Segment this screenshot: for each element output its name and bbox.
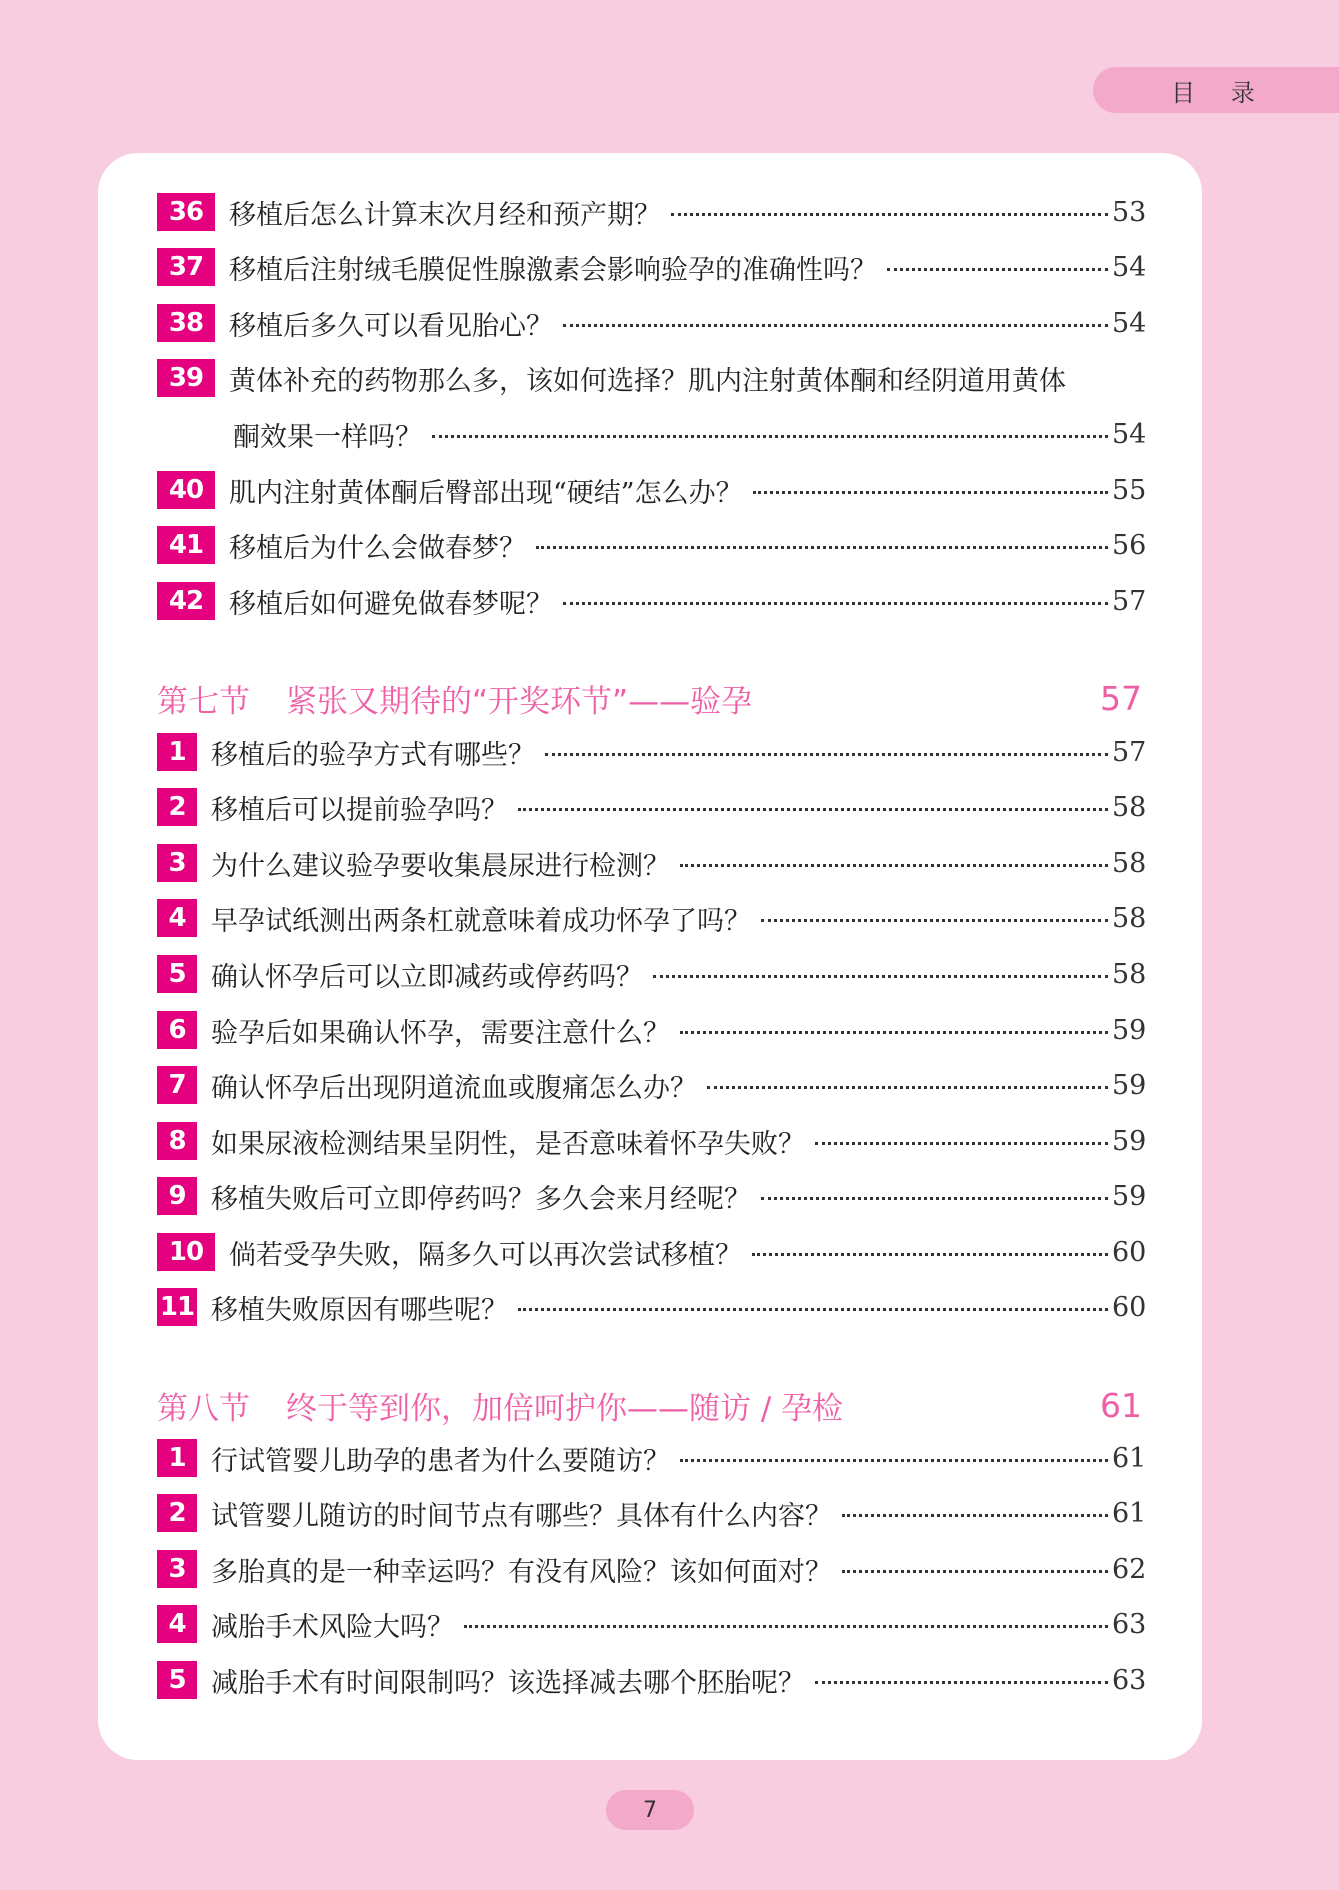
entry-number-badge: 3	[157, 844, 197, 882]
leader-dots	[563, 602, 1108, 605]
entry-number-badge: 11	[157, 1288, 197, 1326]
leader-dots	[680, 1031, 1108, 1034]
toc-entry[interactable]	[157, 525, 1147, 565]
entry-page: 60	[1112, 1291, 1147, 1323]
entry-number-badge: 7	[157, 1066, 197, 1104]
toc-entry[interactable]	[157, 1010, 1147, 1050]
leader-dots	[842, 1514, 1108, 1517]
entry-title: 移植后怎么计算末次月经和预产期？	[229, 199, 661, 231]
entry-title: 如果尿液检测结果呈阴性，是否意味着怀孕失败？	[211, 1128, 805, 1160]
entry-title: 移植后多久可以看见胎心？	[229, 310, 553, 342]
toc-entry[interactable]	[157, 898, 1147, 938]
leader-dots	[518, 808, 1108, 811]
toc-entry[interactable]	[157, 358, 1142, 398]
section-heading[interactable]	[157, 675, 1142, 721]
entry-number-badge: 5	[157, 955, 197, 993]
entry-page: 54	[1112, 307, 1147, 339]
entry-page: 61	[1112, 1497, 1147, 1529]
leader-dots	[753, 491, 1108, 494]
entry-title: 移植后可以提前验孕吗？	[211, 794, 508, 826]
entry-page: 55	[1112, 474, 1147, 506]
section-number: 第七节	[157, 683, 250, 720]
leader-dots	[815, 1681, 1108, 1684]
entry-number-badge: 2	[157, 788, 197, 826]
leader-dots	[752, 1253, 1108, 1256]
entry-title: 确认怀孕后出现阴道流血或腹痛怎么办？	[211, 1072, 697, 1104]
entry-page: 57	[1112, 736, 1147, 768]
toc-entry[interactable]	[157, 1549, 1147, 1589]
entry-number-badge: 4	[157, 1605, 197, 1643]
leader-dots	[761, 919, 1108, 922]
toc-entry[interactable]	[157, 1065, 1147, 1105]
entry-number-badge: 41	[157, 526, 215, 564]
entry-page: 59	[1112, 1180, 1147, 1212]
leader-dots	[707, 1086, 1108, 1089]
leader-dots	[518, 1308, 1108, 1311]
leader-dots	[653, 975, 1108, 978]
section-number: 第八节	[157, 1390, 250, 1427]
section-heading[interactable]	[157, 1382, 1142, 1428]
toc-entry[interactable]	[157, 787, 1147, 827]
entry-page: 54	[1112, 251, 1147, 283]
entry-number-badge: 5	[157, 1661, 197, 1699]
section-page: 57	[1100, 678, 1142, 718]
entry-page: 61	[1112, 1442, 1147, 1474]
page-number	[606, 1790, 694, 1830]
toc-entry[interactable]	[157, 581, 1147, 621]
leader-dots	[536, 546, 1108, 549]
entry-title: 黄体补充的药物那么多，该如何选择？肌内注射黄体酮和经阴道用黄体	[229, 365, 1066, 397]
toc-entry[interactable]	[157, 1493, 1147, 1533]
entry-page: 58	[1112, 791, 1147, 823]
entry-title-continued: 酮效果一样吗？	[233, 421, 422, 453]
toc-entry-continuation[interactable]	[233, 414, 1147, 454]
toc-entry[interactable]	[157, 303, 1147, 343]
section-title: 终于等到你，加倍呵护你——随访 / 孕检	[286, 1390, 844, 1427]
entry-number-badge: 36	[157, 193, 215, 231]
toc-entry[interactable]	[157, 1287, 1147, 1327]
entry-page: 63	[1112, 1608, 1147, 1640]
toc-entry[interactable]	[157, 1660, 1147, 1700]
entry-title: 为什么建议验孕要收集晨尿进行检测？	[211, 850, 670, 882]
leader-dots	[432, 435, 1108, 438]
entry-title: 肌内注射黄体酮后臀部出现“硬结”怎么办？	[229, 477, 743, 509]
entry-page: 62	[1112, 1553, 1147, 1585]
toc-tab-label: 目 录	[1171, 78, 1269, 107]
entry-title: 移植后为什么会做春梦？	[229, 532, 526, 564]
leader-dots	[671, 213, 1108, 216]
entry-title: 减胎手术有时间限制吗？该选择减去哪个胚胎呢？	[211, 1667, 805, 1699]
section-title: 紧张又期待的“开奖环节”——验孕	[286, 683, 753, 720]
toc-entry[interactable]	[157, 1438, 1147, 1478]
entry-page: 57	[1112, 585, 1147, 617]
entry-title: 移植后的验孕方式有哪些？	[211, 739, 535, 771]
toc-entry[interactable]	[157, 954, 1147, 994]
toc-entry[interactable]	[157, 1604, 1147, 1644]
entry-page: 56	[1112, 529, 1147, 561]
entry-page: 58	[1112, 958, 1147, 990]
entry-page: 59	[1112, 1125, 1147, 1157]
entry-number-badge: 10	[157, 1233, 215, 1271]
entry-page: 59	[1112, 1014, 1147, 1046]
entry-number-badge: 37	[157, 248, 215, 286]
entry-title: 移植失败后可立即停药吗？多久会来月经呢？	[211, 1183, 751, 1215]
entry-page: 59	[1112, 1069, 1147, 1101]
section-page: 61	[1100, 1385, 1142, 1425]
toc-entry[interactable]	[157, 192, 1147, 232]
leader-dots	[680, 1459, 1108, 1462]
entry-page: 58	[1112, 902, 1147, 934]
toc-entry[interactable]	[157, 843, 1147, 883]
leader-dots	[680, 864, 1108, 867]
entry-number-badge: 8	[157, 1122, 197, 1160]
toc-entry[interactable]	[157, 470, 1147, 510]
entry-number-badge: 4	[157, 899, 197, 937]
entry-number-badge: 2	[157, 1494, 197, 1532]
entry-number-badge: 1	[157, 1439, 197, 1477]
entry-page: 63	[1112, 1664, 1147, 1696]
entry-title: 移植后如何避免做春梦呢？	[229, 588, 553, 620]
leader-dots	[464, 1625, 1108, 1628]
toc-entry[interactable]	[157, 1121, 1147, 1161]
entry-title: 验孕后如果确认怀孕，需要注意什么？	[211, 1017, 670, 1049]
leader-dots	[815, 1142, 1108, 1145]
toc-entry[interactable]	[157, 1176, 1147, 1216]
entry-title: 确认怀孕后可以立即减药或停药吗？	[211, 961, 643, 993]
entry-title: 移植后注射绒毛膜促性腺激素会影响验孕的准确性吗？	[229, 254, 877, 286]
toc-entry[interactable]	[157, 1232, 1147, 1272]
entry-title: 倘若受孕失败，隔多久可以再次尝试移植？	[229, 1239, 742, 1271]
entry-number-badge: 42	[157, 582, 215, 620]
entry-number-badge: 6	[157, 1011, 197, 1049]
toc-entry[interactable]	[157, 732, 1147, 772]
entry-page: 53	[1112, 196, 1147, 228]
entry-title: 多胎真的是一种幸运吗？有没有风险？该如何面对？	[211, 1556, 832, 1588]
entry-page: 60	[1112, 1236, 1147, 1268]
toc-tab	[1093, 67, 1339, 113]
leader-dots	[842, 1570, 1108, 1573]
entry-title: 减胎手术风险大吗？	[211, 1611, 454, 1643]
entry-number-badge: 40	[157, 471, 215, 509]
leader-dots	[761, 1197, 1108, 1200]
leader-dots	[887, 268, 1108, 271]
entry-title: 行试管婴儿助孕的患者为什么要随访？	[211, 1445, 670, 1477]
entry-page: 58	[1112, 847, 1147, 879]
page-number-label: 7	[643, 1797, 657, 1823]
entry-title: 移植失败原因有哪些呢？	[211, 1294, 508, 1326]
entry-title: 试管婴儿随访的时间节点有哪些？具体有什么内容？	[211, 1500, 832, 1532]
entry-number-badge: 3	[157, 1550, 197, 1588]
toc-entry[interactable]	[157, 247, 1147, 287]
entry-number-badge: 1	[157, 733, 197, 771]
entry-number-badge: 39	[157, 359, 215, 397]
entry-title: 早孕试纸测出两条杠就意味着成功怀孕了吗？	[211, 905, 751, 937]
entry-number-badge: 38	[157, 304, 215, 342]
entry-number-badge: 9	[157, 1177, 197, 1215]
entry-page: 54	[1112, 418, 1147, 450]
leader-dots	[545, 753, 1108, 756]
leader-dots	[563, 324, 1108, 327]
